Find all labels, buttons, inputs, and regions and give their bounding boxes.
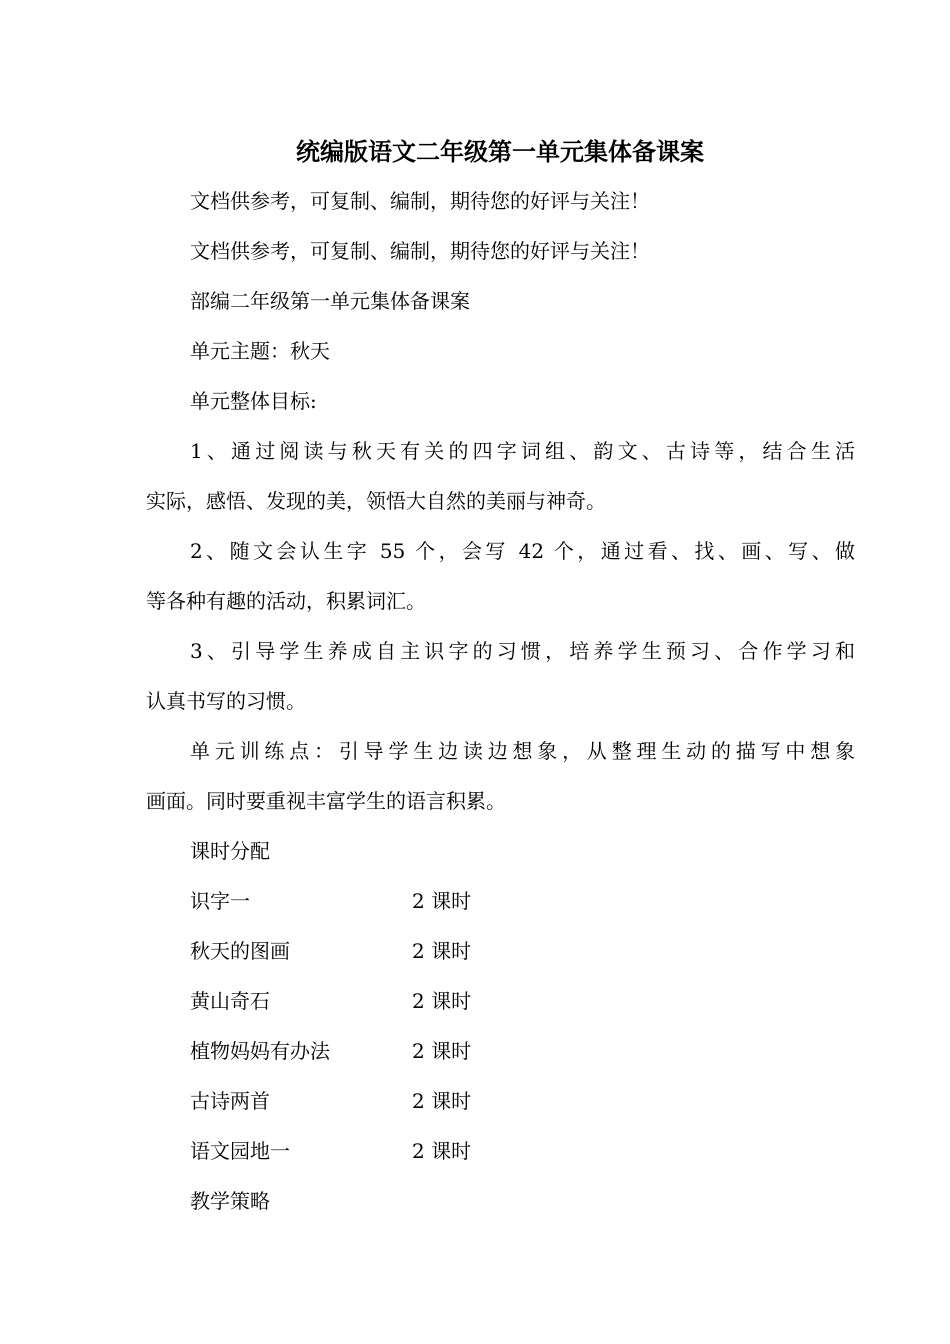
lesson-name: 语文园地一 <box>190 1139 290 1163</box>
schedule-row <box>190 886 471 916</box>
strategy-heading: 教学策略 <box>190 1189 270 1213</box>
schedule-row <box>190 1086 471 1116</box>
goal-2-line-2: 等各种有趣的活动，积累词汇。 <box>146 589 426 613</box>
goal-3-line-1: 3、引导学生养成自主识字的习惯，培养学生预习、合作学习和 <box>190 639 855 663</box>
schedule-row <box>190 1036 471 1066</box>
lesson-name: 古诗两首 <box>190 1089 270 1113</box>
subtitle-line: 部编二年级第一单元集体备课案 <box>190 289 470 313</box>
notice-line: 文档供参考，可复制、编制，期待您的好评与关注！ <box>190 239 650 263</box>
notice-line: 文档供参考，可复制、编制，期待您的好评与关注！ <box>190 189 650 213</box>
goal-2-line-1: 2、随文会认生字 55 个，会写 42 个，通过看、找、画、写、做 <box>190 539 855 563</box>
lesson-name: 黄山奇石 <box>190 989 270 1013</box>
schedule-row <box>190 986 471 1016</box>
lesson-hours: 2 课时 <box>412 1039 472 1063</box>
lesson-hours: 2 课时 <box>412 1089 472 1113</box>
lesson-name: 秋天的图画 <box>190 939 290 963</box>
goal-3-line-2: 认真书写的习惯。 <box>146 689 306 713</box>
schedule-row <box>190 936 471 966</box>
lesson-name: 识字一 <box>190 889 250 913</box>
lesson-hours: 2 课时 <box>412 889 472 913</box>
goal-1-line-1: 1、通过阅读与秋天有关的四字词组、韵文、古诗等，结合生活 <box>190 439 855 463</box>
schedule-row <box>190 1136 471 1166</box>
lesson-hours: 2 课时 <box>412 1139 472 1163</box>
schedule-heading: 课时分配 <box>190 839 270 863</box>
lesson-name: 植物妈妈有办法 <box>190 1039 330 1063</box>
lesson-hours: 2 课时 <box>412 989 472 1013</box>
goal-1-line-2: 实际，感悟、发现的美，领悟大自然的美丽与神奇。 <box>146 489 606 513</box>
unit-theme-line: 单元主题：秋天 <box>190 339 330 363</box>
training-point-line-1: 单元训练点：引导学生边读边想象，从整理生动的描写中想象 <box>190 739 855 763</box>
overall-goal-heading: 单元整体目标: <box>190 389 317 413</box>
lesson-hours: 2 课时 <box>412 939 472 963</box>
training-point-line-2: 画面。同时要重视丰富学生的语言积累。 <box>146 789 506 813</box>
document-title: 统编版语文二年级第一单元集体备课案 <box>296 138 704 166</box>
